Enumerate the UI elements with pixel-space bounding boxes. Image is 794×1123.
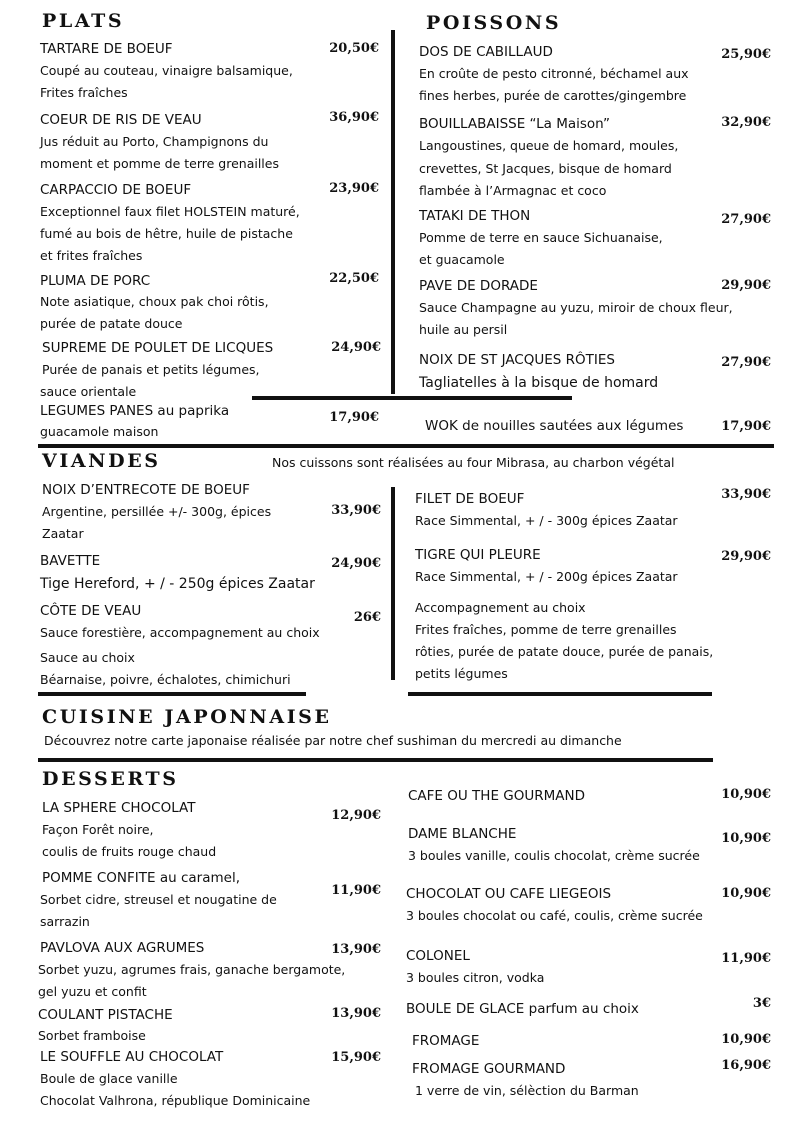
item-desc: fumé au bois de hêtre, huile de pistache: [40, 226, 293, 241]
item-desc: et guacamole: [419, 252, 505, 267]
item-name: COLONEL: [406, 948, 470, 964]
item-desc: 3 boules chocolat ou café, coulis, crème sucrée: [406, 908, 703, 923]
section-title-viandes: VIANDES: [42, 450, 161, 472]
item-name: PAVLOVA AUX AGRUMES: [40, 940, 205, 956]
item-price: 10,90€: [721, 1032, 771, 1047]
item-name: WOK de nouilles sautées aux légumes: [425, 418, 684, 434]
item-desc: Pomme de terre en sauce Sichuanaise,: [419, 230, 663, 245]
section-title-poissons: POISSONS: [426, 12, 562, 34]
item-desc: sarrazin: [40, 914, 90, 929]
item-price: 22,50€: [329, 271, 379, 286]
item-price: 29,90€: [721, 278, 771, 293]
item-desc: Chocolat Valhrona, république Dominicaine: [40, 1093, 311, 1108]
item-price: 20,50€: [329, 41, 379, 56]
item-name: TIGRE QUI PLEURE: [415, 547, 541, 563]
item-name: POMME CONFITE au caramel,: [42, 870, 240, 886]
item-name: LE SOUFFLE AU CHOCOLAT: [40, 1049, 224, 1065]
item-desc: Race Simmental, + / - 300g épices Zaatar: [415, 513, 678, 528]
item-price: 11,90€: [331, 883, 381, 898]
item-name: BOUILLABAISSE “La Maison”: [419, 116, 610, 132]
divider-line: [38, 758, 713, 762]
item-desc: Frites fraîches: [40, 85, 128, 100]
item-name: DAME BLANCHE: [408, 826, 517, 842]
section-title-desserts: DESSERTS: [42, 768, 179, 790]
item-desc: Coupé au couteau, vinaigre balsamique,: [40, 63, 293, 78]
item-price: 33,90€: [721, 487, 771, 502]
item-desc: Langoustines, queue de homard, moules,: [419, 138, 679, 153]
item-desc: Frites fraîches, pomme de terre grenailles: [415, 622, 677, 637]
item-desc: rôties, purée de patate douce, purée de panais,: [415, 644, 714, 659]
item-desc: Race Simmental, + / - 200g épices Zaatar: [415, 569, 678, 584]
item-price: 17,90€: [721, 419, 771, 434]
item-name: FROMAGE GOURMAND: [412, 1061, 566, 1077]
item-price: 29,90€: [721, 549, 771, 564]
item-price: 27,90€: [721, 212, 771, 227]
item-desc: Tige Hereford, + / - 250g épices Zaatar: [40, 576, 315, 592]
item-desc: guacamole maison: [40, 424, 159, 439]
item-desc: flambée à l’Armagnac et coco: [419, 183, 607, 198]
item-desc: Argentine, persillée +/- 300g, épices: [42, 504, 272, 519]
item-desc: gel yuzu et confit: [38, 984, 147, 999]
item-desc: Boule de glace vanille: [40, 1071, 178, 1086]
item-name: DOS DE CABILLAUD: [419, 44, 553, 60]
item-desc: 3 boules citron, vodka: [406, 970, 545, 985]
item-price: 25,90€: [721, 47, 771, 62]
item-name: LA SPHERE CHOCOLAT: [42, 800, 196, 816]
item-desc: purée de patate douce: [40, 316, 183, 331]
item-price: 27,90€: [721, 355, 771, 370]
item-desc: fines herbes, purée de carottes/gingembre: [419, 88, 687, 103]
item-desc: Exceptionnel faux filet HOLSTEIN maturé,: [40, 204, 300, 219]
item-desc: Jus réduit au Porto, Champignons du: [40, 134, 269, 149]
item-desc: Tagliatelles à la bisque de homard: [419, 375, 659, 391]
divider-line: [38, 444, 774, 448]
item-desc: Sorbet yuzu, agrumes frais, ganache bergamote,: [38, 962, 346, 977]
item-price: 24,90€: [331, 340, 381, 355]
item-name: PAVE DE DORADE: [419, 278, 538, 294]
item-desc: crevettes, St Jacques, bisque de homard: [419, 161, 672, 176]
item-price: 10,90€: [721, 886, 771, 901]
item-name: COEUR DE RIS DE VEAU: [40, 112, 202, 128]
divider-line: [252, 396, 572, 400]
item-name: PLUMA DE PORC: [40, 273, 151, 289]
item-desc: Sauce forestière, accompagnement au choix: [40, 625, 320, 640]
item-desc: coulis de fruits rouge chaud: [42, 844, 217, 859]
item-price: 12,90€: [331, 808, 381, 823]
section-title-plats: PLATS: [42, 10, 125, 32]
item-desc: Sauce Champagne au yuzu, miroir de choux fleur,: [419, 300, 733, 315]
item-name: BAVETTE: [40, 553, 101, 569]
item-desc: petits légumes: [415, 666, 508, 681]
item-desc: 1 verre de vin, sélèction du Barman: [415, 1083, 639, 1098]
item-name: CÔTE DE VEAU: [40, 603, 142, 619]
item-name: TARTARE DE BOEUF: [40, 41, 173, 57]
item-name: TATAKI DE THON: [419, 208, 531, 224]
column-divider: [391, 487, 395, 680]
item-desc: Sorbet framboise: [38, 1028, 146, 1043]
item-desc: et frites fraîches: [40, 248, 143, 263]
column-divider: [391, 30, 395, 394]
item-price: 36,90€: [329, 110, 379, 125]
item-desc: En croûte de pesto citronné, béchamel aux: [419, 66, 689, 81]
item-desc: sauce orientale: [40, 384, 137, 399]
item-price: 32,90€: [721, 115, 771, 130]
item-price: 10,90€: [721, 831, 771, 846]
item-desc: Sorbet cidre, streusel et nougatine de: [40, 892, 277, 907]
divider-line: [408, 692, 712, 696]
item-price: 11,90€: [721, 951, 771, 966]
item-name: CARPACCIO DE BOEUF: [40, 182, 192, 198]
item-price: 15,90€: [331, 1050, 381, 1065]
item-price: 10,90€: [721, 787, 771, 802]
item-desc: Béarnaise, poivre, échalotes, chimichuri: [40, 672, 291, 687]
item-price: 13,90€: [331, 1006, 381, 1021]
item-desc: Façon Forêt noire,: [42, 822, 154, 837]
divider-line: [38, 692, 306, 696]
item-desc: huile au persil: [419, 322, 508, 337]
item-name: COULANT PISTACHE: [38, 1007, 173, 1023]
item-price: 13,90€: [331, 942, 381, 957]
item-name: CAFE OU THE GOURMAND: [408, 788, 585, 804]
item-desc: moment et pomme de terre grenailles: [40, 156, 279, 171]
item-price: 17,90€: [329, 410, 379, 425]
item-name: NOIX D’ENTRECOTE DE BOEUF: [42, 482, 250, 498]
item-name: CHOCOLAT OU CAFE LIEGEOIS: [406, 886, 612, 902]
item-price: 26€: [353, 610, 381, 625]
item-name: LEGUMES PANES au paprika: [40, 403, 230, 419]
item-name: FILET DE BOEUF: [415, 491, 525, 507]
item-price: 16,90€: [721, 1058, 771, 1073]
item-desc: 3 boules vanille, coulis chocolat, crème sucrée: [408, 848, 700, 863]
item-price: 3€: [752, 996, 771, 1011]
item-name: BOULE DE GLACE parfum au choix: [406, 1001, 639, 1017]
item-price: 24,90€: [331, 556, 381, 571]
item-name: Accompagnement au choix: [415, 600, 586, 615]
item-desc: Purée de panais et petits légumes,: [42, 362, 260, 377]
section-title-japonaise: CUISINE JAPONNAISE: [42, 706, 332, 728]
item-price: 23,90€: [329, 181, 379, 196]
japonaise-text: Découvrez notre carte japonaise réalisée par notre chef sushiman du mercredi au dimanche: [44, 733, 622, 748]
item-name: FROMAGE: [412, 1033, 480, 1049]
item-name: Sauce au choix: [40, 650, 135, 665]
item-desc: Note asiatique, choux pak choi rôtis,: [40, 294, 269, 309]
item-name: SUPREME DE POULET DE LICQUES: [42, 340, 274, 356]
cooking-note: Nos cuissons sont réalisées au four Mibrasa, au charbon végétal: [272, 455, 675, 470]
item-desc: Zaatar: [42, 526, 84, 541]
item-price: 33,90€: [331, 503, 381, 518]
item-name: NOIX DE ST JACQUES RÔTIES: [419, 352, 615, 368]
